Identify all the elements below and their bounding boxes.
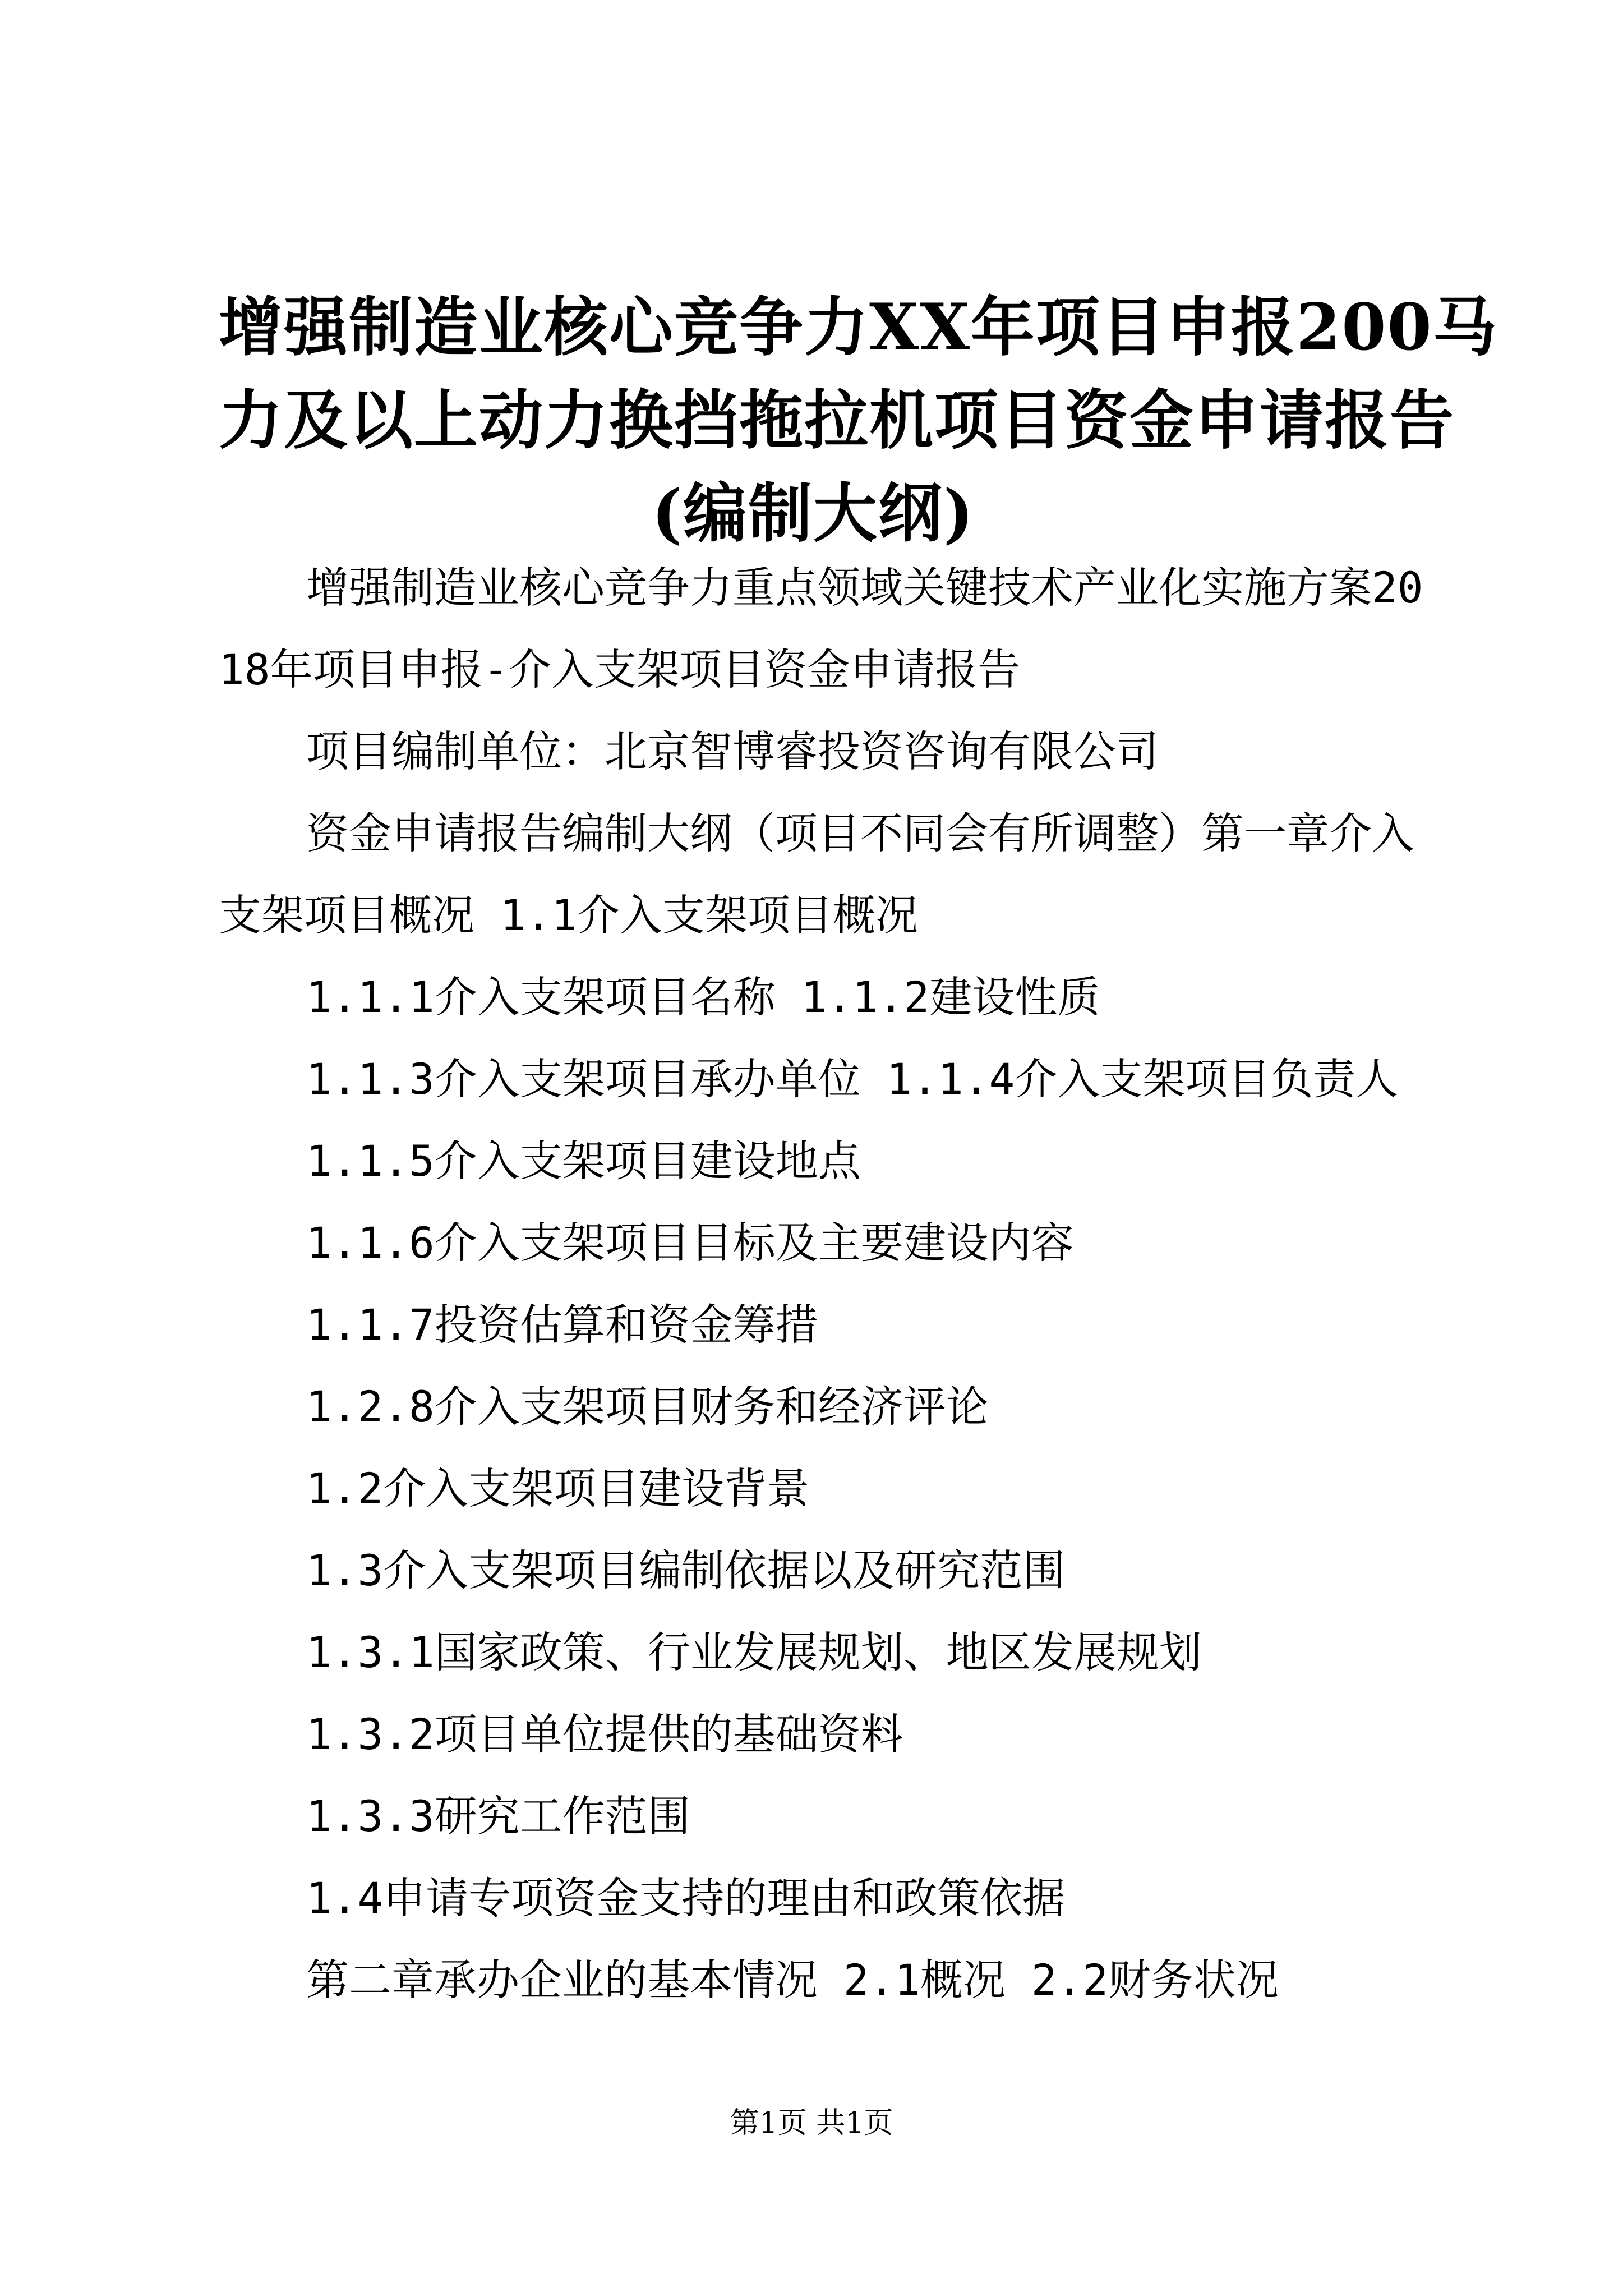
title-line-2: 力及以上动力换挡拖拉机项目资金申请报告	[219, 383, 1455, 458]
outline-item: 1.2.8介入支架项目财务和经济评论	[306, 1382, 989, 1432]
document-body	[219, 547, 1424, 2021]
outline-item: 1.3.1国家政策、行业发展规划、地区发展规划	[306, 1627, 1202, 1677]
outline-item: 1.3介入支架项目编制依据以及研究范围	[306, 1545, 1066, 1595]
outline-item: 第二章承办企业的基本情况 2.1概况 2.2财务状况	[306, 1955, 1279, 2005]
document-title	[219, 280, 1498, 560]
title-line-3: (编制大纲)	[652, 476, 975, 551]
outline-item: 1.1.7投资估算和资金筹措	[306, 1300, 818, 1350]
outline-item: 1.3.3研究工作范围	[306, 1791, 690, 1841]
outline-item: 1.1.1介入支架项目名称 1.1.2建设性质	[306, 972, 1100, 1022]
paragraph-outline: 资金申请报告编制大纲（项目不同会有所调整）第一章介入支架项目概况 1.1介入支架项目概况	[219, 808, 1414, 940]
paragraph-intro: 增强制造业核心竞争力重点领域关键技术产业化实施方案2018年项目申报-介入支架项目资金申请报告	[219, 563, 1423, 694]
title-line-1: 增强制造业核心竞争力XX年项目申报200马	[219, 289, 1498, 365]
outline-item: 1.2介入支架项目建设背景	[306, 1464, 810, 1513]
paragraph-organization: 项目编制单位：北京智博睿投资咨询有限公司	[306, 726, 1159, 776]
page-footer: 第1页 共1页	[730, 2106, 893, 2140]
outline-item: 1.3.2项目单位提供的基础资料	[306, 1709, 903, 1759]
outline-item: 1.4申请专项资金支持的理由和政策依据	[306, 1873, 1066, 1923]
outline-item: 1.1.5介入支架项目建设地点	[306, 1136, 861, 1186]
outline-item: 1.1.6介入支架项目目标及主要建设内容	[306, 1218, 1074, 1268]
outline-item: 1.1.3介入支架项目承办单位 1.1.4介入支架项目负责人	[306, 1054, 1399, 1104]
